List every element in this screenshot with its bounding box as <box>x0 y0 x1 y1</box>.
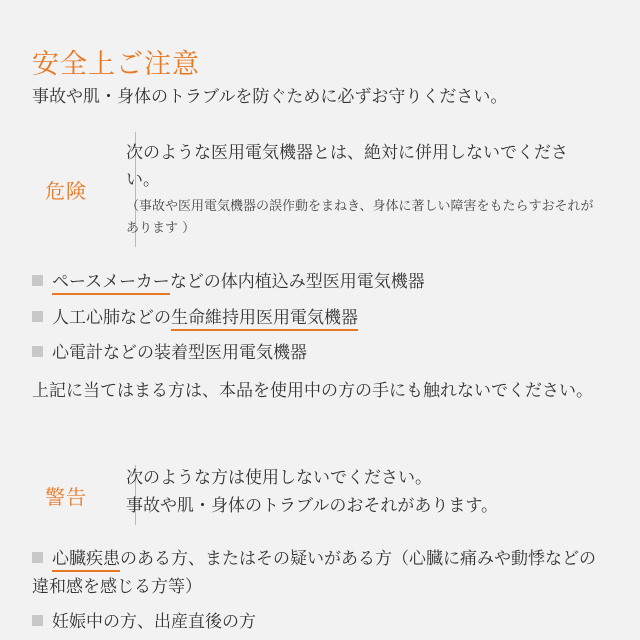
item-text: 妊娠中の方、出産直後の方 <box>52 612 256 632</box>
danger-label: 危険 <box>45 179 87 203</box>
item-text: などの体内植込み型医用電気機器 <box>169 272 425 292</box>
warning-line-1: 次のような方は使用しないでください。 <box>126 468 432 488</box>
square-bullet-icon <box>32 615 43 626</box>
danger-item-ecg <box>32 339 612 367</box>
square-bullet-icon <box>32 311 43 322</box>
warning-item-pregnancy <box>32 608 612 636</box>
danger-item-heart-lung <box>32 304 612 332</box>
item-text: のある方、またはその疑いがある方（心臓に痛みや動悸などの違和感を感じる方等） <box>32 549 596 597</box>
highlight-text: 心臓疾患 <box>52 549 120 572</box>
warning-notice <box>32 465 612 525</box>
square-bullet-icon <box>32 275 43 286</box>
warning-item-heart <box>32 545 612 601</box>
warning-line-2: 事故や肌・身体のトラブルのおそれがあります。 <box>126 496 498 516</box>
danger-text: 次のような医用電気機器とは、絶対に併用しないでください。 <box>126 143 568 190</box>
page-subtitle: 事故や肌・身体のトラブルを防ぐために必ずお守りください。 <box>32 87 508 107</box>
danger-paragraph: 上記に当てはまる方は、本品を使用中の方の手にも触れないでください。 <box>32 381 593 401</box>
square-bullet-icon <box>32 552 43 563</box>
page-title: 安全上ご注意 <box>32 49 200 80</box>
item-text: 人工心肺などの <box>52 308 171 328</box>
highlight-text: ペースメーカー <box>52 272 170 295</box>
danger-notice <box>32 132 612 247</box>
highlight-text: 生命維持用医用電気機器 <box>171 308 358 331</box>
danger-item-pacemaker <box>32 268 612 296</box>
square-bullet-icon <box>32 346 43 357</box>
warning-label: 警告 <box>45 485 87 509</box>
item-text: 心電計などの装着型医用電気機器 <box>52 343 307 363</box>
danger-note: （事故や医用電気機器の誤作動をまねき、身体に著しい障害をもたらすおそれがあります ） <box>126 199 594 236</box>
